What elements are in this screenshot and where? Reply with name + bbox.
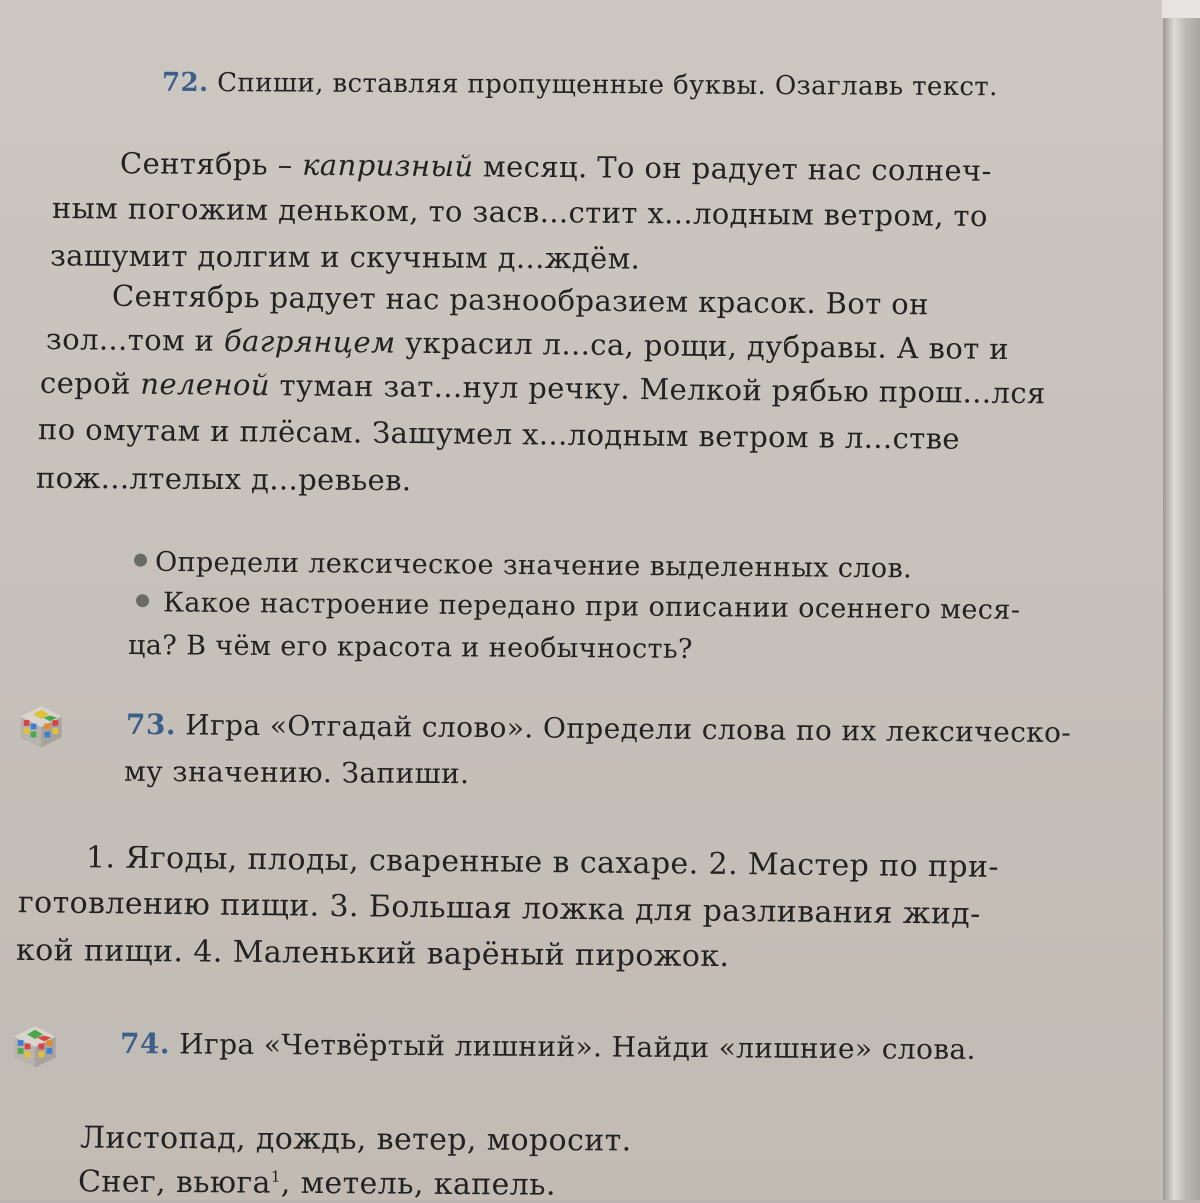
text-segment: месяц. То он радует нас солнеч- — [473, 149, 992, 188]
page-edge — [1163, 0, 1200, 1200]
bullet-icon — [134, 554, 147, 567]
exercise-73-heading-cont: му значению. Запиши. — [123, 754, 470, 791]
text-segment: туман зат...нул речку. Мелкой рябью прош...лся — [269, 368, 1046, 411]
bullet-icon — [136, 594, 149, 607]
exercise-74-instruction: Игра «Четвёртый лишний». Найди «лишние» слова. — [179, 1027, 976, 1066]
text-segment: зол...том и — [45, 321, 225, 358]
exercise-74-row1: Листопад, дождь, ветер, моросит. — [79, 1120, 632, 1159]
page-edge-highlight — [1162, 0, 1200, 18]
exercise-73-text-line2: готовлению пищи. 3. Большая ложка для разливания жид- — [17, 885, 981, 932]
question-text: Какое настроение передано при описании осеннего меся- — [162, 587, 1021, 626]
highlighted-word-kaprizny: капризный — [302, 147, 474, 184]
exercise-72-number: 72. — [161, 67, 209, 99]
highlighted-word-bagryantsem: багрянцем — [223, 323, 396, 360]
exercise-74-row2 — [78, 1164, 556, 1202]
exercise-72-p2-line4: по омутам и плёсам. Зашумел х...лодным ветром в л...стве — [37, 412, 961, 456]
question-text: Определи лексическое значение выделенных слов. — [154, 546, 913, 585]
text-segment: Снег, вьюга — [77, 1164, 271, 1201]
exercise-73-text-line1: 1. Ягоды, плоды, сваренные в сахаре. 2. Мастер по при- — [85, 840, 1000, 885]
exercise-72-heading — [162, 68, 998, 102]
text-segment: Сентябрь – — [119, 146, 303, 182]
exercise-74-number: 74. — [119, 1027, 171, 1061]
exercise-73-text-line3: кой пищи. 4. Маленький варёный пирожок. — [15, 932, 730, 975]
exercise-72-p2-line5: пож...лтелых д...ревьев. — [35, 460, 412, 498]
exercise-72-p2-line1: Сентябрь радует нас разнообразием красок. Вот он — [111, 278, 930, 322]
exercise-72-p1-line2: ным погожим деньком, то засв...стит х...лодным ветром, то — [51, 190, 988, 234]
rubiks-cube-icon — [18, 704, 64, 750]
exercise-73-number: 73. — [125, 707, 177, 742]
highlighted-word-pelenoy: пеленой — [140, 366, 271, 403]
exercise-72-p1-line3: зашумит долгим и скучным д...ждём. — [49, 238, 641, 276]
rubiks-cube-icon — [12, 1024, 58, 1070]
text-segment: , метель, капель. — [280, 1165, 557, 1203]
exercise-73-instruction: Игра «Отгадай слово». Определи слова по их лексическо- — [185, 708, 1072, 750]
exercise-72-instruction: Спиши, вставляя пропущенные буквы. Озаглавь текст. — [217, 68, 998, 103]
exercise-74-heading — [120, 1027, 976, 1066]
text-segment: серой — [39, 365, 141, 401]
exercise-72-question-2-cont: ца? В чём его красота и необычность? — [127, 630, 693, 665]
text-segment: украсил л...са, рощи, дубравы. А вот и — [395, 325, 1010, 367]
footnote-mark: 1 — [270, 1167, 281, 1186]
